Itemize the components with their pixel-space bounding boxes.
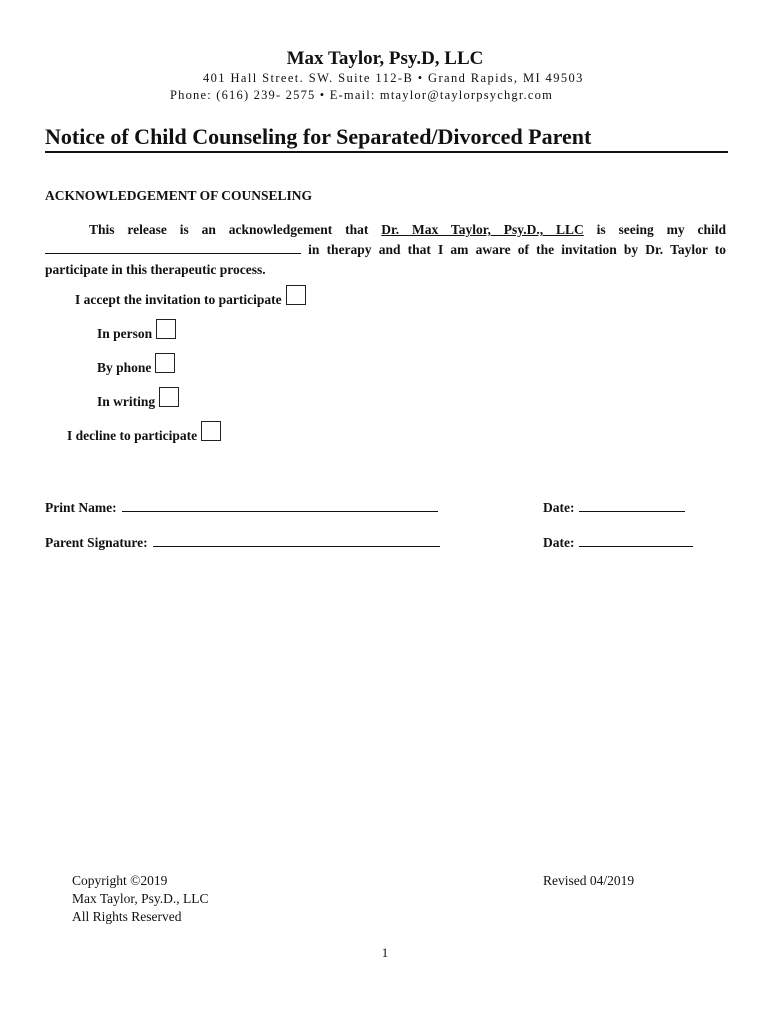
in-person-option	[97, 322, 176, 342]
date-label-1: Date:	[543, 500, 575, 515]
provider-name: Dr. Max Taylor, Psy.D., LLC	[381, 222, 584, 237]
by-phone-option	[97, 356, 175, 376]
copyright-rights: All Rights Reserved	[72, 909, 182, 924]
section-heading: ACKNOWLEDGEMENT OF COUNSELING	[45, 188, 313, 203]
accept-option	[75, 288, 306, 308]
in-writing-checkbox[interactable]	[159, 387, 179, 407]
decline-label: I decline to participate	[67, 428, 198, 443]
page-number: 1	[381, 945, 389, 960]
parent-signature-field[interactable]	[153, 534, 440, 547]
copyright-block	[72, 872, 209, 926]
date-row-1	[543, 499, 685, 516]
para-end: in therapy and that I am aware of the invitation by Dr. Taylor to participate in this therapeutic process.	[45, 242, 726, 277]
para-start: This release is an acknowledgement that	[89, 222, 369, 237]
document-title: Notice of Child Counseling for Separated/Divorced Parent	[45, 124, 592, 149]
accept-label: I accept the invitation to participate	[75, 292, 282, 307]
by-phone-label: By phone	[97, 360, 152, 375]
copyright-text: Copyright ©2019	[72, 873, 168, 888]
date-row-2	[543, 534, 693, 551]
child-name-field[interactable]	[45, 241, 301, 254]
by-phone-checkbox[interactable]	[155, 353, 175, 373]
parent-signature-label: Parent Signature:	[45, 535, 148, 550]
title-divider	[45, 151, 728, 153]
date-field-1[interactable]	[579, 499, 685, 512]
org-contact: Phone: (616) 239- 2575 • E-mail: mtaylor@taylorpsychgr.com	[170, 88, 554, 102]
date-label-2: Date:	[543, 535, 575, 550]
parent-signature-row	[45, 534, 440, 551]
accept-checkbox[interactable]	[286, 285, 306, 305]
date-field-2[interactable]	[579, 534, 693, 547]
decline-checkbox[interactable]	[201, 421, 221, 441]
in-writing-option	[97, 390, 179, 410]
para-mid: is seeing my child	[596, 222, 727, 237]
print-name-label: Print Name:	[45, 500, 117, 515]
in-writing-label: In writing	[97, 394, 156, 409]
print-name-row	[45, 499, 438, 516]
in-person-label: In person	[97, 326, 153, 341]
in-person-checkbox[interactable]	[156, 319, 176, 339]
org-name: Max Taylor, Psy.D, LLC	[286, 48, 484, 69]
copyright-company: Max Taylor, Psy.D., LLC	[72, 891, 209, 906]
print-name-field[interactable]	[122, 499, 438, 512]
decline-option	[67, 424, 221, 444]
org-address: 401 Hall Street. SW. Suite 112-B • Grand Rapids, MI 49503	[203, 71, 584, 85]
acknowledgement-paragraph	[45, 220, 726, 280]
revised-date: Revised 04/2019	[543, 873, 635, 888]
